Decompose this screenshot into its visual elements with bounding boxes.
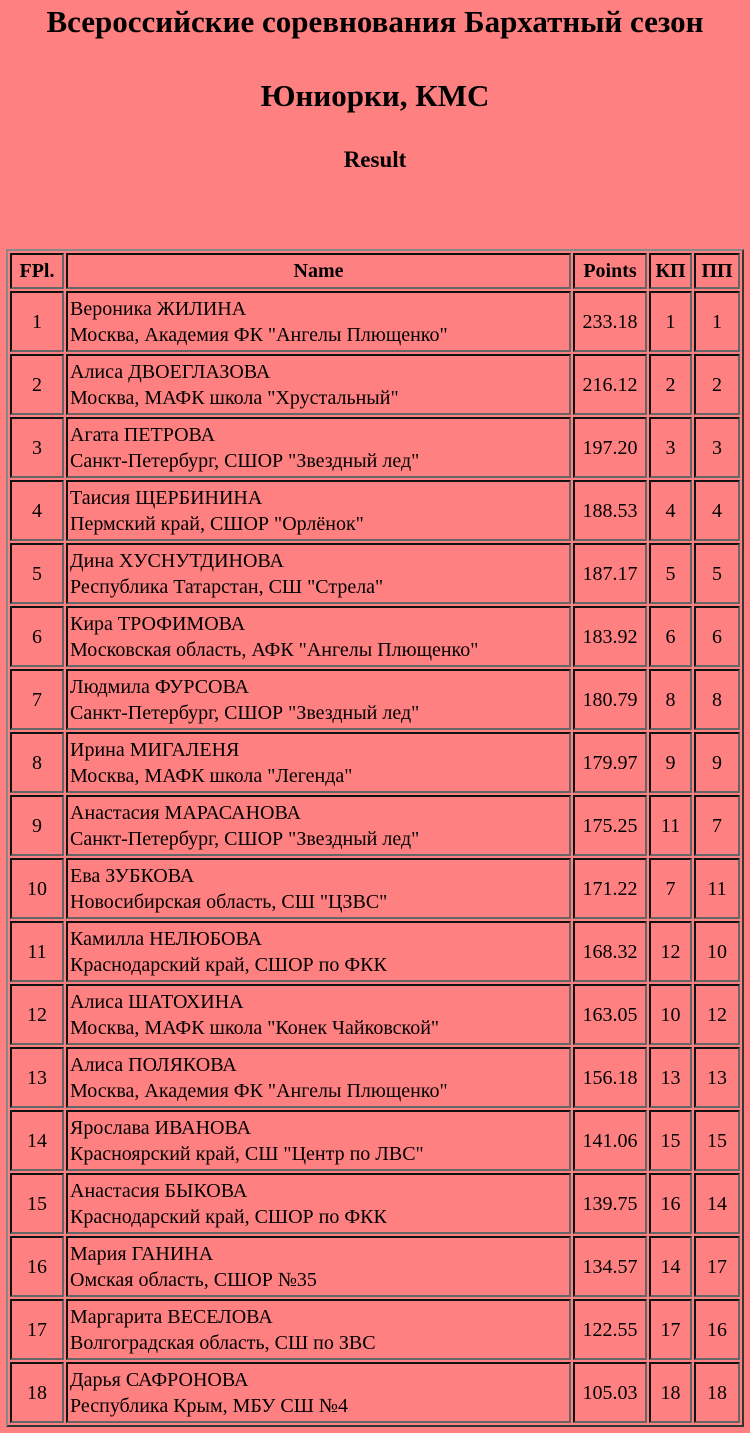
skater-name: Анастасия БЫКОВА — [70, 1179, 248, 1202]
free-program-place-cell: 15 — [694, 1110, 740, 1171]
skater-name: Алиса ШАТОХИНА — [70, 990, 244, 1013]
header-short-program: КП — [649, 253, 692, 289]
place-cell: 10 — [10, 858, 64, 919]
points-cell: 179.97 — [573, 732, 647, 793]
free-program-place-cell: 12 — [694, 984, 740, 1045]
points-cell: 122.55 — [573, 1299, 647, 1360]
name-cell — [66, 1299, 571, 1360]
points-cell: 183.92 — [573, 606, 647, 667]
skater-club: Республика Крым, МБУ СШ №4 — [70, 1394, 348, 1417]
skater-name: Маргарита ВЕСЕЛОВА — [70, 1305, 273, 1328]
skater-club: Омская область, СШОР №35 — [70, 1268, 317, 1291]
place-cell: 11 — [10, 921, 64, 982]
skater-club: Москва, Академия ФК "Ангелы Плющенко" — [70, 1079, 448, 1102]
result-subtitle: Result — [343, 147, 407, 172]
short-program-place-cell: 11 — [649, 795, 692, 856]
skater-name: Людмила ФУРСОВА — [70, 675, 249, 698]
skater-name: Вероника ЖИЛИНА — [70, 297, 247, 320]
table-row — [10, 354, 740, 415]
skater-club: Новосибирская область, СШ "ЦЗВС" — [70, 890, 388, 913]
free-program-place-cell: 7 — [694, 795, 740, 856]
place-cell: 5 — [10, 543, 64, 604]
free-program-place-cell: 18 — [694, 1362, 740, 1423]
short-program-place-cell: 5 — [649, 543, 692, 604]
header-free-program: ПП — [694, 253, 740, 289]
skater-club: Санкт-Петербург, СШОР "Звездный лед" — [70, 701, 420, 724]
short-program-place-cell: 12 — [649, 921, 692, 982]
points-cell: 163.05 — [573, 984, 647, 1045]
skater-club: Московская область, АФК "Ангелы Плющенко" — [70, 638, 479, 661]
place-cell: 7 — [10, 669, 64, 730]
short-program-place-cell: 18 — [649, 1362, 692, 1423]
points-cell: 168.32 — [573, 921, 647, 982]
table-row — [10, 669, 740, 730]
name-cell — [66, 921, 571, 982]
table-row — [10, 606, 740, 667]
free-program-place-cell: 10 — [694, 921, 740, 982]
short-program-place-cell: 7 — [649, 858, 692, 919]
place-cell: 18 — [10, 1362, 64, 1423]
skater-club: Москва, Академия ФК "Ангелы Плющенко" — [70, 323, 448, 346]
name-cell — [66, 543, 571, 604]
free-program-place-cell: 11 — [694, 858, 740, 919]
skater-club: Краснодарский край, СШОР по ФКК — [70, 953, 387, 976]
skater-club: Санкт-Петербург, СШОР "Звездный лед" — [70, 827, 420, 850]
table-row — [10, 858, 740, 919]
results-table — [6, 249, 744, 1427]
points-cell: 175.25 — [573, 795, 647, 856]
table-row — [10, 543, 740, 604]
name-cell — [66, 291, 571, 352]
place-cell: 9 — [10, 795, 64, 856]
place-cell: 8 — [10, 732, 64, 793]
points-cell: 216.12 — [573, 354, 647, 415]
points-cell: 105.03 — [573, 1362, 647, 1423]
table-row — [10, 291, 740, 352]
free-program-place-cell: 9 — [694, 732, 740, 793]
table-row — [10, 480, 740, 541]
name-cell — [66, 669, 571, 730]
short-program-place-cell: 17 — [649, 1299, 692, 1360]
skater-name: Агата ПЕТРОВА — [70, 423, 216, 446]
points-cell: 134.57 — [573, 1236, 647, 1297]
name-cell — [66, 732, 571, 793]
place-cell: 13 — [10, 1047, 64, 1108]
name-cell — [66, 1110, 571, 1171]
short-program-place-cell: 1 — [649, 291, 692, 352]
place-cell: 4 — [10, 480, 64, 541]
points-cell: 180.79 — [573, 669, 647, 730]
skater-name: Алиса ДВОЕГЛАЗОВА — [70, 360, 271, 383]
points-cell: 187.17 — [573, 543, 647, 604]
short-program-place-cell: 6 — [649, 606, 692, 667]
short-program-place-cell: 8 — [649, 669, 692, 730]
place-cell: 3 — [10, 417, 64, 478]
points-cell: 233.18 — [573, 291, 647, 352]
short-program-place-cell: 2 — [649, 354, 692, 415]
place-cell: 12 — [10, 984, 64, 1045]
skater-club: Красноярский край, СШ "Центр по ЛВС" — [70, 1142, 424, 1165]
short-program-place-cell: 9 — [649, 732, 692, 793]
header-name: Name — [66, 253, 571, 289]
table-row — [10, 1362, 740, 1423]
header-points: Points — [573, 253, 647, 289]
name-cell — [66, 1362, 571, 1423]
free-program-place-cell: 17 — [694, 1236, 740, 1297]
place-cell: 1 — [10, 291, 64, 352]
points-cell: 139.75 — [573, 1173, 647, 1234]
place-cell: 14 — [10, 1110, 64, 1171]
table-row — [10, 1110, 740, 1171]
skater-name: Анастасия МАРАСАНОВА — [70, 801, 301, 824]
short-program-place-cell: 4 — [649, 480, 692, 541]
skater-name: Ирина МИГАЛЕНЯ — [70, 738, 240, 761]
category-title: Юниорки, КМС — [260, 78, 490, 113]
free-program-place-cell: 1 — [694, 291, 740, 352]
name-cell — [66, 1236, 571, 1297]
free-program-place-cell: 5 — [694, 543, 740, 604]
points-cell: 171.22 — [573, 858, 647, 919]
table-row — [10, 984, 740, 1045]
points-cell: 188.53 — [573, 480, 647, 541]
name-cell — [66, 606, 571, 667]
free-program-place-cell: 4 — [694, 480, 740, 541]
table-row — [10, 1047, 740, 1108]
skater-name: Таисия ЩЕРБИНИНА — [70, 486, 263, 509]
short-program-place-cell: 13 — [649, 1047, 692, 1108]
free-program-place-cell: 6 — [694, 606, 740, 667]
short-program-place-cell: 16 — [649, 1173, 692, 1234]
skater-name: Дина ХУСНУТДИНОВА — [70, 549, 284, 572]
name-cell — [66, 1047, 571, 1108]
name-cell — [66, 354, 571, 415]
short-program-place-cell: 15 — [649, 1110, 692, 1171]
points-cell: 141.06 — [573, 1110, 647, 1171]
name-cell — [66, 1173, 571, 1234]
free-program-place-cell: 8 — [694, 669, 740, 730]
free-program-place-cell: 2 — [694, 354, 740, 415]
place-cell: 6 — [10, 606, 64, 667]
skater-club: Пермский край, СШОР "Орлёнок" — [70, 512, 364, 535]
table-row — [10, 921, 740, 982]
table-row — [10, 1299, 740, 1360]
table-row — [10, 1236, 740, 1297]
name-cell — [66, 858, 571, 919]
page-title: Всероссийские соревнования Бархатный сезон — [46, 4, 704, 39]
free-program-place-cell: 3 — [694, 417, 740, 478]
skater-name: Камилла НЕЛЮБОВА — [70, 927, 262, 950]
points-cell: 156.18 — [573, 1047, 647, 1108]
short-program-place-cell: 14 — [649, 1236, 692, 1297]
skater-club: Волгоградская область, СШ по ЗВС — [70, 1331, 376, 1354]
skater-club: Москва, МАФК школа "Легенда" — [70, 764, 353, 787]
name-cell — [66, 480, 571, 541]
skater-name: Ярослава ИВАНОВА — [70, 1116, 252, 1139]
table-row — [10, 795, 740, 856]
place-cell: 15 — [10, 1173, 64, 1234]
points-cell: 197.20 — [573, 417, 647, 478]
skater-name: Кира ТРОФИМОВА — [70, 612, 246, 635]
table-row — [10, 732, 740, 793]
skater-name: Алиса ПОЛЯКОВА — [70, 1053, 237, 1076]
short-program-place-cell: 10 — [649, 984, 692, 1045]
table-row — [10, 1173, 740, 1234]
short-program-place-cell: 3 — [649, 417, 692, 478]
skater-club: Санкт-Петербург, СШОР "Звездный лед" — [70, 449, 420, 472]
skater-club: Краснодарский край, СШОР по ФКК — [70, 1205, 387, 1228]
skater-name: Ева ЗУБКОВА — [70, 864, 195, 887]
table-row — [10, 417, 740, 478]
skater-club: Москва, МАФК школа "Хрустальный" — [70, 386, 399, 409]
name-cell — [66, 984, 571, 1045]
place-cell: 17 — [10, 1299, 64, 1360]
header-place: FPl. — [10, 253, 64, 289]
name-cell — [66, 795, 571, 856]
table-header-row — [10, 253, 740, 289]
free-program-place-cell: 14 — [694, 1173, 740, 1234]
place-cell: 2 — [10, 354, 64, 415]
free-program-place-cell: 16 — [694, 1299, 740, 1360]
skater-name: Дарья САФРОНОВА — [70, 1368, 249, 1391]
skater-name: Мария ГАНИНА — [70, 1242, 214, 1265]
place-cell: 16 — [10, 1236, 64, 1297]
skater-club: Республика Татарстан, СШ "Стрела" — [70, 575, 384, 598]
name-cell — [66, 417, 571, 478]
free-program-place-cell: 13 — [694, 1047, 740, 1108]
skater-club: Москва, МАФК школа "Конек Чайковской" — [70, 1016, 440, 1039]
